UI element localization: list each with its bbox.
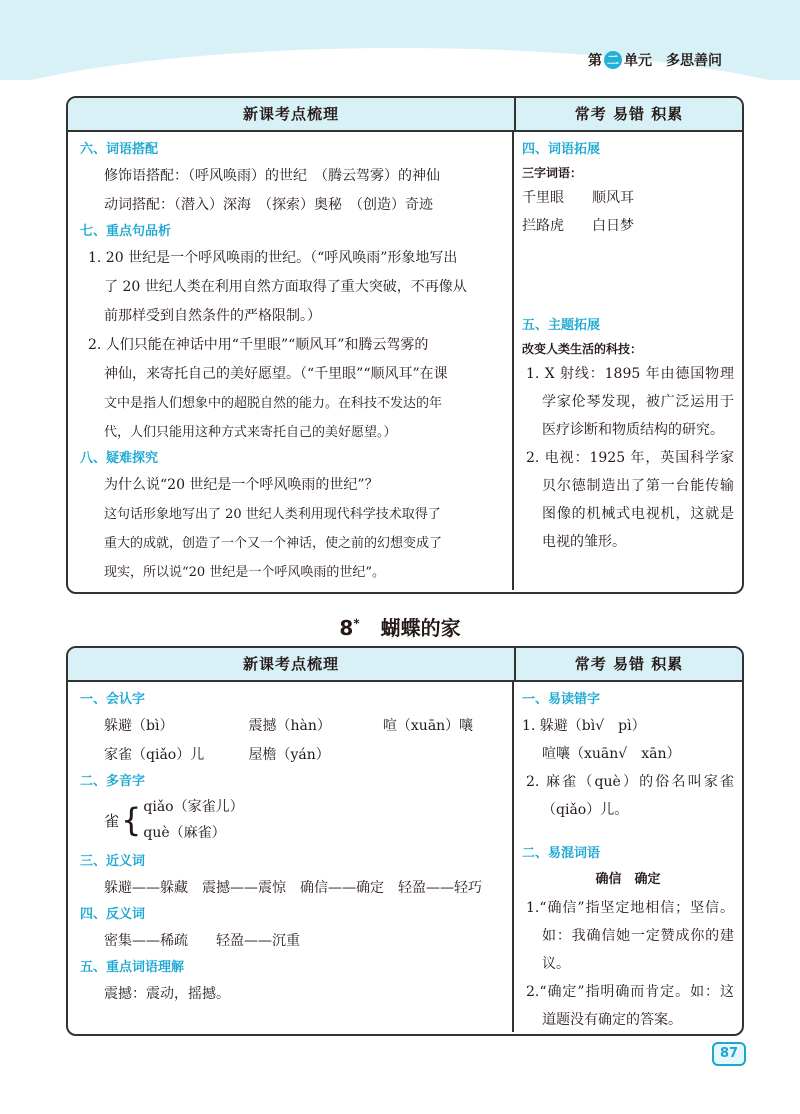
subheading: 改变人类生活的科技： — [522, 342, 643, 356]
lesson-star: * — [353, 616, 360, 631]
text-line: 躲避——躲藏 震撼——震惊 确信——确定 轻盈——轻巧 — [104, 880, 482, 896]
right-column — [514, 682, 742, 1032]
section-heading: 一、会认字 — [80, 692, 146, 707]
brace-icon: { — [121, 801, 142, 839]
section-heading: 六、词语搭配 — [80, 142, 159, 157]
text-line: 修饰语搭配：（呼风唤雨）的世纪 （腾云驾雾）的神仙 — [104, 168, 440, 184]
list-item: 1.“确信”指坚定地相信；坚信。如：我确信她一定赞成你的建议。 — [526, 900, 734, 972]
text-line: 1. 20 世纪是一个呼风唤雨的世纪。（“呼风唤雨”形象地写出 — [88, 250, 458, 266]
text-line: 密集——稀疏 轻盈——沉重 — [104, 933, 300, 949]
word-pair: 确信 确定 — [595, 872, 661, 887]
lesson-number: 8 — [339, 616, 354, 640]
text-line: 神仙，来寄托自己的美好愿望。（“千里眼”“顺风耳”在课 — [104, 366, 448, 382]
text-line: 2. 人们只能在神话中用“千里眼”“顺风耳”和腾云驾雾的 — [88, 337, 429, 353]
answer-line: 重大的成就，创造了一个又一个神话，使之前的幻想变成了 — [104, 536, 443, 551]
list-item: 2.“确定”指明确而肯定。如：这道题没有确定的答案。 — [526, 984, 734, 1028]
left-column-title: 新课考点梳理 — [68, 648, 516, 680]
table-body — [68, 682, 742, 1032]
subheading: 三字词语： — [522, 166, 583, 180]
text-line: 1. 躲避（bì√ pì） — [522, 718, 646, 734]
section-heading: 一、易读错字 — [522, 692, 601, 707]
unit-prefix: 第 — [588, 53, 602, 69]
table-header — [68, 648, 742, 682]
section-heading: 三、近义词 — [80, 854, 146, 869]
word-row — [80, 741, 500, 770]
section-heading: 八、疑难探究 — [80, 451, 159, 466]
section-heading: 五、重点词语理解 — [80, 960, 185, 975]
section-heading: 七、重点句品析 — [80, 224, 172, 239]
left-column — [68, 682, 514, 1032]
text-line: 了 20 世纪人类在利用自然方面取得了重大突破，不再像从 — [104, 279, 467, 295]
reading-line: què（麻雀） — [143, 825, 226, 841]
list-item: 2. 电视：1925 年，英国科学家贝尔德制造出了第一台能传输图像的机械式电视机，这就是电视的雏形。 — [526, 450, 734, 550]
unit-number-badge: 二 — [604, 51, 622, 69]
left-column — [68, 132, 514, 590]
text-line: 动词搭配：（潜入）深海 （探索）奥秘 （创造）奇迹 — [104, 197, 433, 213]
review-table-2 — [66, 646, 744, 1036]
page-number: 87 — [712, 1042, 746, 1066]
right-column-title: 常考 易错 积累 — [574, 655, 684, 673]
text-line: 文中是指人们想象中的超脱自然的能力。在科技不发达的年 — [104, 396, 443, 411]
unit-title: 多思善问 — [666, 53, 722, 69]
text-line: 拦路虎 白日梦 — [522, 218, 634, 234]
section-heading: 二、易混词语 — [522, 846, 601, 861]
word-item: 躲避（bì） — [104, 718, 174, 734]
section-heading: 四、词语拓展 — [522, 142, 601, 157]
review-table-1 — [66, 96, 744, 594]
text-line: 震撼：震动，摇撼。 — [104, 986, 230, 1002]
word-item: 屋檐（yán） — [248, 747, 330, 763]
lesson-title — [0, 612, 800, 641]
text-line: 代，人们只能用这种方式来寄托自己的美好愿望。） — [104, 425, 397, 440]
section-heading: 五、主题拓展 — [522, 318, 601, 333]
text-line: 前那样受到自然条件的严格限制。） — [104, 308, 321, 324]
word-item: 家雀（qiǎo）儿 — [104, 747, 205, 763]
word-item: 喧（xuān）嚷 — [382, 718, 474, 734]
word-item: 震撼（hàn） — [248, 718, 331, 734]
polyphone-group — [80, 794, 500, 850]
answer-line: 这句话形象地写出了 20 世纪人类利用现代科学技术取得了 — [104, 507, 441, 522]
section-heading: 四、反义词 — [80, 907, 146, 922]
unit-suffix: 单元 — [624, 53, 652, 69]
polyphone-char: 雀 — [104, 811, 120, 830]
list-item: 2. 麻雀（què）的俗名叫家雀（qiǎo）儿。 — [526, 774, 734, 818]
text-line: 千里眼 顺风耳 — [522, 190, 634, 206]
reading-line: qiǎo（家雀儿） — [143, 799, 244, 815]
table-body — [68, 132, 742, 590]
table-header — [68, 98, 742, 132]
right-column — [514, 132, 742, 590]
right-column-title: 常考 易错 积累 — [574, 105, 684, 123]
left-column-title: 新课考点梳理 — [68, 98, 516, 130]
answer-line: 现实，所以说“20 世纪是一个呼风唤雨的世纪”。 — [104, 565, 385, 580]
lesson-name: 蝴蝶的家 — [380, 616, 461, 640]
text-line: 喧嚷（xuān√ xān） — [542, 746, 681, 762]
list-item: 1. X 射线：1895 年由德国物理学家伦琴发现，被广泛运用于医疗诊断和物质结构的研究。 — [526, 366, 734, 438]
section-heading: 二、多音字 — [80, 774, 146, 789]
question-line: 为什么说“20 世纪是一个呼风唤雨的世纪”？ — [104, 477, 379, 493]
word-row — [80, 712, 500, 741]
unit-header — [588, 50, 722, 70]
